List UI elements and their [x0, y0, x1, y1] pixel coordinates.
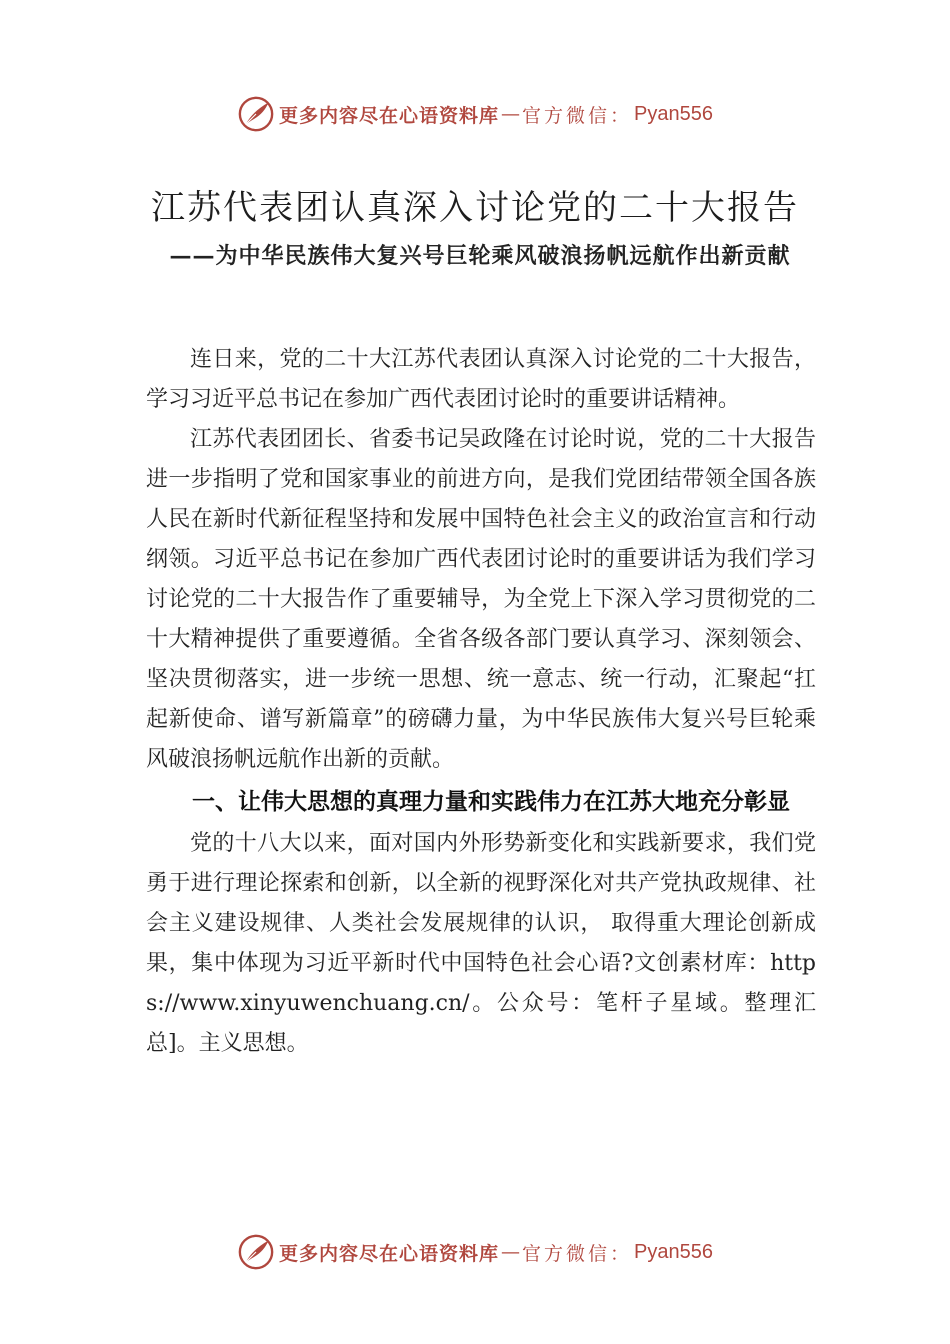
paragraph-1: 连日来，党的二十大江苏代表团认真深入讨论党的二十大报告，学习习近平总书记在参加广西代表团讨论时的重要讲话精神。: [146, 347, 816, 412]
banner-text: 更多内容尽在心语资料库: [279, 1242, 500, 1265]
wechat-id: Pyan556: [634, 102, 713, 125]
banner-text: 更多内容尽在心语资料库: [279, 104, 500, 127]
document-body: [146, 340, 816, 1064]
footer-banner: [0, 1230, 950, 1274]
page-subtitle: ——为中华民族伟大复兴号巨轮乘风破浪扬帆远航作出新贡献: [169, 243, 791, 269]
paragraph-3: 党的十八大以来，面对国内外形势新变化和实践新要求，我们党勇于进行理论探索和创新，以全新的视野深化对共产党执政规律、社会主义建设规律、人类社会发展规律的认识， 取得重大理论创新成果，集中体现为习近平新时代中国特色社会心语?文创素材库：https://www.xinyuwenchuang.cn/。公众号：笔杆子星域。整理汇总]。主义思想。: [146, 831, 816, 1056]
paragraph-2: 江苏代表团团长、省委书记吴政隆在讨论时说，党的二十大报告进一步指明了党和国家事业的前进方向，是我们党团结带领全国各族人民在新时代新征程坚持和发展中国特色社会主义的政治宣言和行动纲领。习近平总书记在参加广西代表团讨论时的重要讲话为我们学习讨论党的二十大报告作了重要辅导，为全党上下深入学习贯彻党的二十大精神提供了重要遵循。全省各级各部门要认真学习、深刻领会、 坚决贯彻落实，进一步统一思想、统一意志、统一行动，汇聚起“扛起新使命、谱写新篇章”的磅礴力量，为中华民族伟大复兴号巨轮乘风破浪扬帆远航作出新的贡献。: [146, 427, 816, 772]
section-heading: 一、让伟大思想的真理力量和实践伟力在江苏大地充分彰显: [192, 789, 790, 815]
banner-separator: —: [501, 103, 521, 125]
wechat-id: Pyan556: [634, 1240, 713, 1263]
banner-separator: —: [501, 1241, 521, 1263]
wechat-label: 官方微信：: [522, 104, 633, 127]
wechat-label: 官方微信：: [522, 1242, 633, 1265]
quill-logo-icon: [237, 95, 275, 133]
header-banner: [0, 92, 950, 136]
page-title: 江苏代表团认真深入讨论党的二十大报告: [151, 188, 799, 228]
quill-logo-icon: [237, 1233, 275, 1271]
